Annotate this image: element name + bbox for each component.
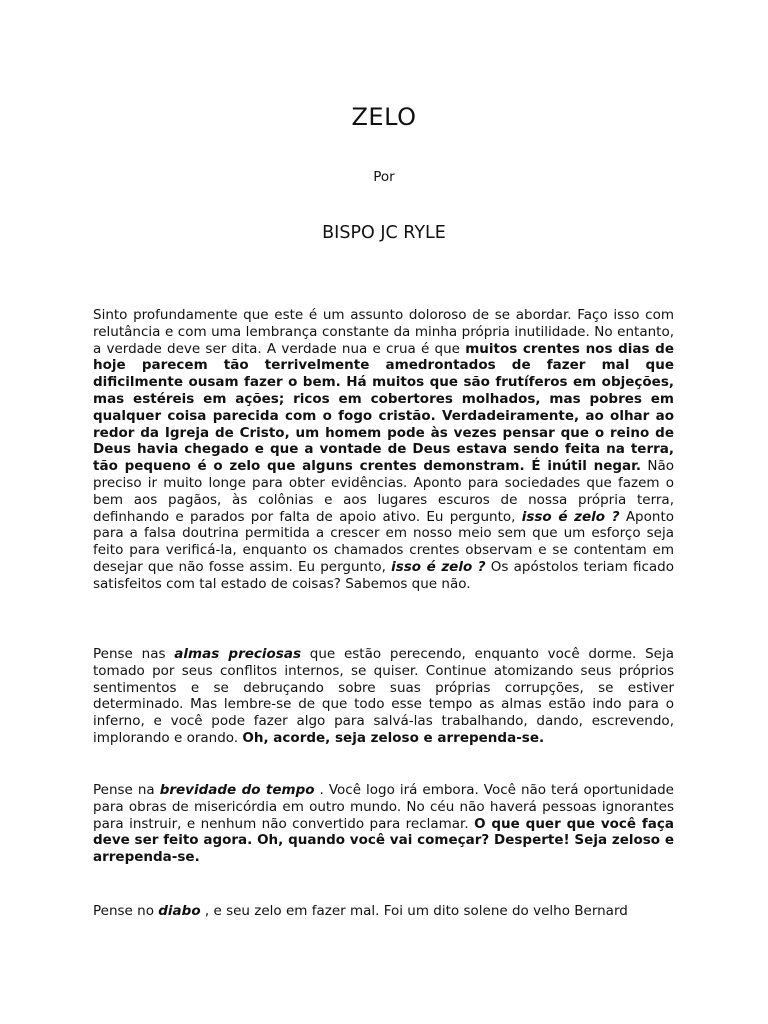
paragraph-1 [93,307,674,593]
paragraph-text: Os apóstolos teriam ficado satisfeitos com tal estado de coisas? Sabemos que não. [93,558,674,592]
paragraph-text: Não preciso ir muito longe para obter evidências. Aponto para sociedades que fazem o bem aos pagãos, às colônias e aos lugares escuros de nossa própria terra, definhando e parados por falta de apoio ativo. Eu pergunto, [93,458,674,525]
paragraph-text: que estão perecendo, enquanto você dorme. Seja tomado por seus conflitos internos, se quiser. Continue atomizando seus próprios sentimentos e se debruçando sobre suas próprias corrupções, se estiver determinado. Mas lembre-se de que todo esse tempo as almas estão indo para o inferno, e você pode fazer algo para salvá-las trabalhando, dando, escrevendo, implorando e orando. [93,646,674,746]
paragraph-text: Sinto profundamente que este é um assunto doloroso de se abordar. Faço isso com relutância e com uma lembrança constante da minha própria inutilidade. No entanto, a verdade deve ser dita. A verdade nua e crua é que [93,307,674,357]
byline-label: Por [373,169,395,185]
paragraph-text-bold: O que quer que você faça deve ser feito agora. Oh, quando você vai começar? Desperte! Seja zeloso e arrependa-se. [93,815,674,866]
paragraph-text-bold-italic: diabo [158,903,201,919]
paragraph-text-bold-italic: isso é zelo ? [521,508,620,525]
paragraph-2 [93,646,674,747]
paragraph-3 [93,782,674,866]
paragraph-text-bold-italic: brevidade do tempo [159,782,315,798]
paragraph-text: Pense no [93,903,159,919]
paragraph-text: , e seu zelo em fazer mal. Foi um dito solene do velho Bernard [200,903,628,919]
document-title: ZELO [351,103,417,131]
paragraph-text: Pense nas [93,646,175,662]
paragraph-text: Aponto para a falsa doutrina permitida a crescer em nosso meio sem que um esforço seja feito para verificá-la, enquanto os chamados crentes observam e se contentam em desejar que não fosse assim. Eu pergunto, [93,508,674,575]
paragraph-text-bold: muitos crentes nos dias de hoje parecem tão terrivelmente amedrontados de fazer mal que dificilmente ousam fazer o bem. Há muitos que são frutíferos em objeções, mas estéreis em ações; ricos em cobertores molhados, mas pobres em qualquer coisa parecida com o fogo cristão. Verdadeiramente, ao olhar ao redor da Igreja de Cristo, um homem pode às vezes pensar que o reino de Deus havia chegado e que a vontade de Deus estava sendo feita na terra, tão pequeno é o zelo que alguns crentes demonstram. É inútil negar. [93,340,674,475]
paragraph-text-bold-italic: isso é zelo ? [391,558,486,575]
paragraph-text: Pense na [93,782,160,798]
paragraph-text-bold-italic: almas preciosas [174,646,301,662]
paragraph-4 [93,903,674,920]
paragraph-text-bold: Oh, acorde, seja zeloso e arrependa-se. [242,729,545,746]
author-name: BISPO JC RYLE [322,223,446,243]
paragraph-text: . Você logo irá embora. Você não terá oportunidade para obras de misericórdia em outro mundo. No céu não haverá pessoas ignorantes para instruir, e nenhum não convertido para reclamar. [93,782,674,832]
